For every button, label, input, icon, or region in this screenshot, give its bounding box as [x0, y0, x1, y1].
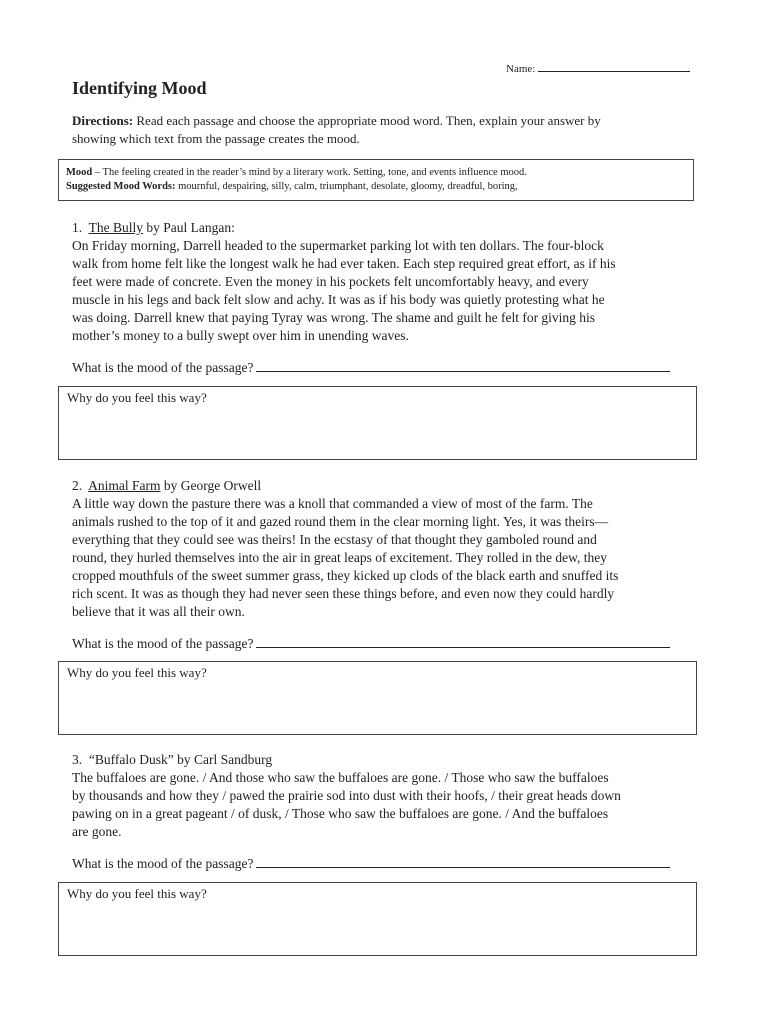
mood-answer-line[interactable] [256, 854, 670, 868]
why-label: Why do you feel this way? [67, 665, 207, 680]
suggested-words-label: Suggested Mood Words: [66, 181, 176, 192]
directions [72, 112, 694, 148]
section-number: 1. [72, 220, 83, 235]
passage-line: was doing. Darrell knew that paying Tyray was wrong. The shame and guilt he felt for giving his [72, 310, 596, 325]
passage-line: are gone. [72, 824, 122, 839]
section-3-why-box[interactable] [58, 882, 697, 956]
question-text: What is the mood of the passage? [72, 636, 254, 651]
passage-line: pawing on in a great pageant / of dusk, / Those who saw the buffaloes are gone. / And the buffaloes [72, 806, 609, 821]
section-number: 3. [72, 752, 83, 767]
suggested-words: mournful, despairing, silly, calm, triumphant, desolate, gloomy, dreadful, boring, [175, 181, 518, 192]
section-byline: by Carl Sandburg [173, 752, 273, 767]
question-text: What is the mood of the passage? [72, 856, 254, 871]
section-2-question [72, 634, 670, 652]
passage-line: A little way down the pasture there was a knoll that commanded a view of most of the farm. The [72, 496, 593, 511]
passage-line: believe that it was all their own. [72, 604, 245, 619]
section-1-why-box[interactable] [58, 386, 697, 460]
section-number: 2. [72, 478, 83, 493]
directions-line: showing which text from the passage creates the mood. [72, 131, 360, 146]
directions-label: Directions: [72, 113, 134, 128]
name-blank[interactable] [538, 60, 690, 72]
passage-line: by thousands and how they / pawed the prairie sod into dust with their hoofs, / their great heads down [72, 788, 621, 803]
page-title: Identifying Mood [72, 78, 207, 98]
passage-line: On Friday morning, Darrell headed to the supermarket parking lot with ten dollars. The four-block [72, 238, 604, 253]
why-label: Why do you feel this way? [67, 390, 207, 405]
section-3-passage [72, 769, 694, 841]
passage-line: round, they hurled themselves into the air in great leaps of excitement. They rolled in the dew, they [72, 550, 607, 565]
section-1-passage [72, 237, 694, 345]
section-title: The Bully [88, 220, 144, 235]
why-label: Why do you feel this way? [67, 886, 207, 901]
passage-line: rich scent. It was as though they had never seen these things before, and even now they could hardly [72, 586, 615, 601]
section-byline: by George Orwell [160, 478, 262, 493]
name-label: Name: [506, 63, 536, 75]
passage-line: mother’s money to a bully swept over him in unending waves. [72, 328, 409, 343]
passage-line: cropped mouthfuls of the sweet summer grass, they kicked up clods of the black earth and snuffed its [72, 568, 619, 583]
section-1-question [72, 358, 670, 376]
section-3-question [72, 854, 670, 872]
mood-term: Mood [66, 167, 93, 178]
mood-definition-box [58, 159, 694, 201]
question-text: What is the mood of the passage? [72, 360, 254, 375]
passage-line: everything that they could see was theirs! In the ecstasy of that thought they gamboled round and [72, 532, 597, 547]
directions-line: Read each passage and choose the appropriate mood word. Then, explain your answer by [133, 113, 601, 128]
name-field [506, 60, 690, 75]
section-2-passage [72, 495, 694, 621]
passage-line: The buffaloes are gone. / And those who saw the buffaloes are gone. / Those who saw the buffaloes [72, 770, 609, 785]
passage-line: muscle in his legs and back felt slow and achy. It was as if his body was quietly protesting what he [72, 292, 605, 307]
mood-definition: – The feeling created in the reader’s mind by a literary work. Setting, tone, and events influence mood. [92, 167, 527, 178]
section-1-heading [72, 219, 235, 237]
section-3-heading [72, 751, 272, 769]
passage-line: feet were made of concrete. Even the money in his pockets felt uncomfortably heavy, and every [72, 274, 589, 289]
section-title: Animal Farm [88, 478, 161, 493]
section-title: “Buffalo Dusk” [88, 752, 174, 767]
section-2-heading [72, 477, 261, 495]
section-2-why-box[interactable] [58, 661, 697, 735]
section-byline: by Paul Langan: [143, 220, 235, 235]
passage-line: walk from home felt like the longest walk he had ever taken. Each step required great effort, as if his [72, 256, 616, 271]
mood-answer-line[interactable] [256, 634, 670, 648]
mood-answer-line[interactable] [256, 358, 670, 372]
passage-line: animals rushed to the top of it and gazed round them in the clear morning light. Yes, it was theirs— [72, 514, 609, 529]
